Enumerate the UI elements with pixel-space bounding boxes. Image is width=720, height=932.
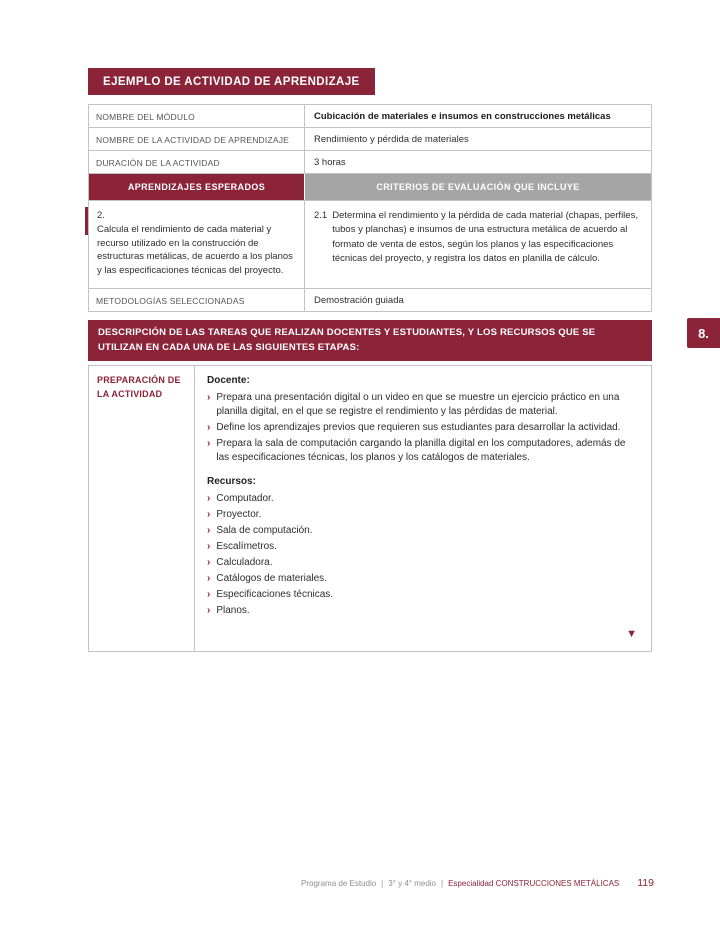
chevron-bullet-icon: › <box>207 422 211 434</box>
evaluation-criteria-cell <box>304 201 651 288</box>
expected-learning-text: Calcula el rendimiento de cada material y recurso utilizado en la construcción de estructuras metálicas, de acuerdo a los planos y las especificaciones técnicas del proyecto. <box>97 223 293 277</box>
criteria-number: 2.1 <box>314 210 328 221</box>
continue-arrow-icon: ▼ <box>626 628 637 641</box>
criteria-text: Determina el rendimiento y la pérdida de cada material (chapas, perfiles, tubos y planchas) e insumos de una estructura metálica de acuerdo al formato de venta de estos, según los planos y las especificaciones técnicas del proyecto, y registra los datos en planilla de cálculo. <box>332 210 638 264</box>
list-item: › Computador. <box>207 493 274 505</box>
expected-learning-cell <box>89 201 304 288</box>
chevron-bullet-icon: › <box>207 541 211 553</box>
table-row <box>89 105 651 128</box>
expected-learning-header: APRENDIZAJES ESPERADOS <box>89 174 304 200</box>
list-item: › Planos. <box>207 605 250 617</box>
teacher-heading: Docente: <box>207 375 250 387</box>
teacher-task-list <box>207 391 639 465</box>
chevron-bullet-icon: › <box>207 589 211 601</box>
resources-heading: Recursos: <box>207 476 256 488</box>
footer-specialty: Especialidad CONSTRUCCIONES METÁLICAS <box>448 879 620 888</box>
page-footer <box>301 877 654 889</box>
list-item: › Especificaciones técnicas. <box>207 589 334 601</box>
preparation-content <box>194 366 651 651</box>
list-item: › Prepara una presentación digital o un video en que se muestre un ejercicio práctico en una planilla digital, en el que se registre el rendimiento y las pérdidas de material. <box>207 392 620 418</box>
methodology-label: METODOLOGÍAS SELECCIONADAS <box>96 295 245 306</box>
chapter-tab: 8. <box>687 318 720 348</box>
page-title: EJEMPLO DE ACTIVIDAD DE APRENDIZAJE <box>88 68 375 95</box>
table-content-row <box>89 201 651 289</box>
table-row <box>89 128 651 151</box>
chevron-bullet-icon: › <box>207 493 211 505</box>
preparation-section <box>88 365 652 652</box>
chevron-bullet-icon: › <box>207 573 211 585</box>
chevron-bullet-icon: › <box>207 525 211 537</box>
description-banner: DESCRIPCIÓN DE LAS TAREAS QUE REALIZAN DOCENTES Y ESTUDIANTES, Y LOS RECURSOS QUE SE UTILIZAN EN CADA UNA DE LAS SIGUIENTES ETAPAS: <box>88 320 652 361</box>
list-item: › Catálogos de materiales. <box>207 573 327 585</box>
list-item: › Define los aprendizajes previos que requieren sus estudiantes para desarrollar la actividad. <box>207 422 621 434</box>
table-row <box>89 151 651 174</box>
list-item: › Calculadora. <box>207 557 273 569</box>
footer-program: Programa de Estudio <box>301 879 377 888</box>
activity-name-value: Rendimiento y pérdida de materiales <box>304 128 651 150</box>
footer-grade: 3° y 4° medio <box>388 879 437 888</box>
chevron-bullet-icon: › <box>207 509 211 521</box>
table-row <box>89 289 651 311</box>
list-item: › Proyector. <box>207 509 262 521</box>
table-header-row <box>89 174 651 201</box>
expected-learning-number: 2. <box>97 210 105 221</box>
activity-name-label: NOMBRE DE LA ACTIVIDAD DE APRENDIZAJE <box>96 135 290 145</box>
list-item: › Escalímetros. <box>207 541 277 553</box>
chevron-bullet-icon: › <box>207 557 211 569</box>
document-content <box>88 68 652 652</box>
evaluation-criteria-header: CRITERIOS DE EVALUACIÓN QUE INCLUYE <box>304 174 651 200</box>
resources-list <box>207 492 639 618</box>
footer-separator: | <box>441 879 444 888</box>
page-number: 119 <box>637 877 654 889</box>
activity-info-table <box>88 104 652 312</box>
footer-separator: | <box>381 879 384 888</box>
chevron-bullet-icon: › <box>207 392 211 404</box>
module-name-value: Cubicación de materiales e insumos en construcciones metálicas <box>304 105 651 127</box>
chevron-bullet-icon: › <box>207 605 211 617</box>
chevron-bullet-icon: › <box>207 438 211 450</box>
list-item: › Sala de computación. <box>207 525 313 537</box>
methodology-value: Demostración guiada <box>304 289 651 311</box>
accent-mark <box>85 207 88 235</box>
duration-value: 3 horas <box>304 151 651 173</box>
list-item: › Prepara la sala de computación cargando la planilla digital en los computadores, además de las especificaciones técnicas, los planos y los catálogos de materiales. <box>207 438 626 464</box>
duration-label: DURACIÓN DE LA ACTIVIDAD <box>96 158 220 168</box>
preparation-label: PREPARACIÓN DE LA ACTIVIDAD <box>97 375 181 399</box>
module-name-label: NOMBRE DEL MÓDULO <box>96 112 195 122</box>
